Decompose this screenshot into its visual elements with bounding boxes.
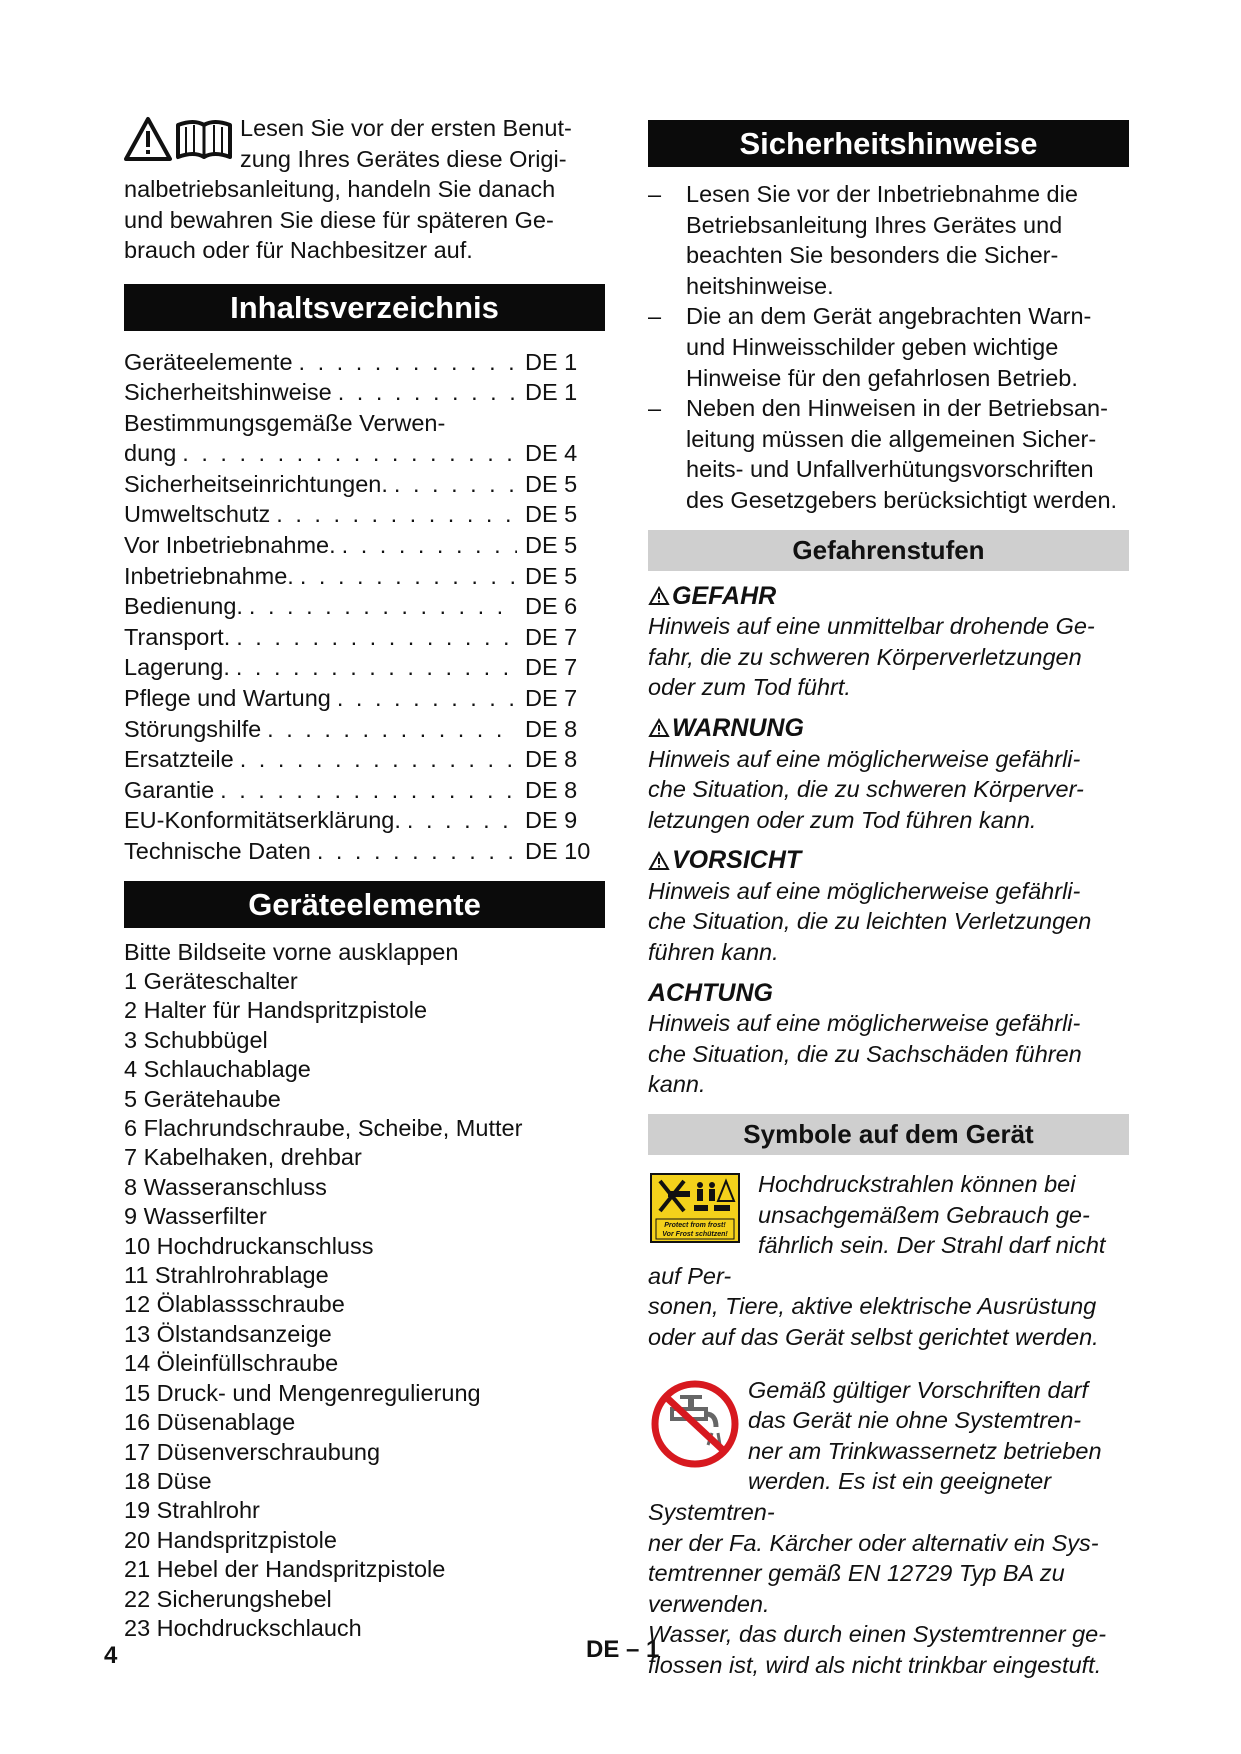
intro-line: Lesen Sie vor der ersten Benut- [240,115,572,141]
toc-leader-dots [230,652,517,683]
symbol-text-line: flossen ist, wird als nicht trinkbar eingestuft. [648,1651,1102,1678]
page-number: 4 [104,1642,118,1669]
list-item: 21 Hebel der Handspritzpistole [124,1556,446,1583]
symbol-text-line: das Gerät nie ohne Systemtren- [748,1407,1082,1434]
danger-level-text: fahr, die zu schweren Körperverletzungen [648,643,1082,670]
list-item: 5 Gerätehaube [124,1085,281,1112]
no-drinking-water-connection-icon [650,1379,740,1469]
toc-entry [124,347,605,378]
toc-entry [124,805,605,836]
symbol-text-line: fährlich sein. Der Strahl darf nicht auf Per- [648,1232,1106,1289]
toc-leader-dots [331,683,517,714]
toc-entry-title: Ersatzteile [124,746,234,773]
symbol-text-line: oder auf das Gerät selbst gerichtet werden. [648,1324,1099,1350]
toc-leader-dots [270,499,517,530]
danger-level-name: ACHTUNG [648,978,773,1007]
symbols-heading: Symbole auf dem Gerät [648,1114,1129,1155]
list-item: 1 Geräteschalter [124,968,298,994]
toc-entry [124,499,605,530]
list-item: 22 Sicherungshebel [124,1585,332,1612]
danger-level-name: WARNUNG [672,713,804,742]
toc-entry-page: DE 5 [525,501,578,528]
toc-entry [124,836,605,867]
intro-line: und bewahren Sie diese für späteren Ge- [124,206,554,233]
toc-leader-dots [294,561,517,592]
label-text-2: Vor Frost schützen! [662,1231,728,1239]
warning-manual-icon [124,113,236,165]
toc-entry-page: DE 7 [525,685,578,712]
list-item: 3 Schubbügel [124,1026,268,1053]
toc-leader-dots [234,744,517,775]
toc-heading: Inhaltsverzeichnis [124,284,605,331]
safety-item-line: beachten Sie besonders die Sicher- [686,242,1059,269]
list-item: 16 Düsenablage [124,1409,296,1436]
toc-leader-dots [176,438,517,469]
left-column [124,113,605,1643]
toc-entry-page: DE 5 [525,532,578,559]
toc-entry-page: DE 8 [525,715,578,742]
danger-level-text: Hinweis auf eine möglicherweise gefährli- [648,745,1081,772]
toc-entry-title: Pflege und Wartung [124,685,331,712]
intro-icons [124,113,236,165]
danger-level-label [648,713,1129,744]
symbol-text-line: temtrenner gemäß EN 12729 Typ BA zu [648,1560,1065,1587]
toc-entry [124,377,605,408]
danger-level-vorsicht [648,845,1129,967]
list-item: 20 Handspritzpistole [124,1526,337,1553]
safety-item-line: Betriebsanleitung Ihres Gerätes und [686,211,1063,238]
parts-intro: Bitte Bildseite vorne ausklappen [124,938,459,965]
toc-entry-title: Bedienung. [124,593,243,620]
safety-item-line: – Die an dem Gerät angebrachten Warn- [686,303,1092,330]
toc-entry-title: Sicherheitseinrichtungen. [124,470,388,497]
toc-entry-title: Garantie [124,776,215,803]
danger-level-text: che Situation, die zu Sachschäden führen [648,1040,1082,1067]
danger-level-label [648,845,1129,876]
toc-leader-dots [230,622,517,653]
toc-entry-page: DE 5 [525,562,578,589]
toc-entry-page: DE 7 [525,654,578,681]
toc-entry [124,744,605,775]
safety-item-line: heitshinweise. [686,272,834,299]
list-item: 10 Hochdruckanschluss [124,1232,374,1259]
safety-list [648,179,1129,516]
toc-entry-page: DE 7 [525,623,578,650]
symbol-text-line: werden. Es ist ein geeigneter Systemtren- [648,1468,1052,1525]
danger-level-text: Hinweis auf eine möglicherweise gefährli- [648,1010,1081,1037]
danger-level-gefahr [648,581,1129,703]
danger-level-warnung [648,713,1129,835]
toc-entry-title: Technische Daten [124,838,311,864]
toc-entry-page: DE 1 [525,379,578,406]
safety-item-line: – Neben den Hinweisen in der Betriebsan- [686,395,1108,422]
toc-entry-title: Bestimmungsgemäße Verwen- [124,409,446,436]
safety-item-line: – Lesen Sie vor der Inbetriebnahme die [686,181,1078,207]
list-item: 4 Schlauchablage [124,1056,311,1083]
symbol-text-line: unsachgemäßem Gebrauch ge- [758,1201,1090,1228]
toc-entry [124,683,605,714]
toc-entry-page: DE 9 [525,807,578,834]
danger-level-text: letzungen oder zum Tod führen kann. [648,806,1037,833]
list-item: 9 Wasserfilter [124,1203,267,1230]
symbol-text-line: sonen, Tiere, aktive elektrische Ausrüstung [648,1293,1097,1320]
toc-entry [124,622,605,653]
toc-entry-title: Geräteelemente [124,348,293,375]
list-item: 12 Ölablassschraube [124,1291,345,1318]
safety-item-line: leitung müssen die allgemeinen Sicher- [686,425,1097,452]
toc-entry-title: Lagerung. [124,654,230,681]
danger-level-label [648,581,1129,612]
toc-entry [124,469,605,500]
toc-entry-page: DE 4 [525,440,578,467]
toc-entry [124,561,605,592]
danger-level-text: che Situation, die zu schweren Körperver- [648,776,1084,803]
toc-entry-title: Transport. [124,623,231,650]
toc-leader-dots [214,775,517,806]
toc-leader-dots [332,377,517,408]
warning-triangle-icon [648,718,670,738]
symbol-text-line: ner der Fa. Kärcher oder alternativ ein Sys- [648,1529,1099,1556]
toc-leader-dots [401,805,517,836]
toc-entry-page: DE 1 [525,348,578,375]
list-item: 14 Öleinfüllschraube [124,1350,339,1377]
danger-level-label [648,978,1129,1009]
danger-level-name: GEFAHR [672,581,777,610]
toc-leader-dots [293,347,517,378]
toc-entry [124,775,605,806]
intro-line: nalbetriebsanleitung, handeln Sie danach [124,176,556,202]
section-page-label: DE – 1 [586,1636,660,1663]
toc-entry-title: Störungshilfe [124,715,262,742]
warning-triangle-icon [648,851,670,871]
warning-triangle-icon [648,586,670,606]
danger-level-achtung [648,978,1129,1100]
safety-item-line: heits- und Unfallverhütungsvorschriften [686,456,1094,483]
safety-heading: Sicherheitshinweise [648,120,1129,167]
danger-level-name: VORSICHT [672,846,802,875]
safety-item-line: des Gesetzgebers berücksichtigt werden. [686,486,1118,513]
toc-entry-title: EU-Konformitätserklärung. [124,807,401,834]
intro-block [124,113,605,266]
list-item: 8 Wasseranschluss [124,1173,327,1200]
levels-list [648,581,1129,1101]
toc-entry [124,652,605,683]
safety-item [648,301,1129,393]
toc-entry-title: Vor Inbetriebnahme. [124,532,336,559]
symbol-block-high-pressure [648,1169,1129,1353]
list-item: 2 Halter für Handspritzpistole [124,997,428,1024]
toc-list [124,347,605,867]
list-item: 7 Kabelhaken, drehbar [124,1144,362,1171]
list-item: 19 Strahlrohr [124,1497,260,1524]
list-item: 23 Hochdruckschlauch [124,1614,362,1641]
intro-line: brauch oder für Nachbesitzer auf. [124,237,473,263]
symbol-text-line: Wasser, das durch einen Systemtrenner ge- [648,1621,1107,1648]
intro-line: zung Ihres Gerätes diese Origi- [240,145,567,172]
danger-level-text: führen kann. [648,939,779,966]
symbol-text-line: ner am Trinkwassernetz betrieben [748,1437,1102,1464]
high-pressure-warning-label [650,1173,740,1243]
toc-leader-dots [261,714,517,745]
toc-leader-dots [311,836,517,867]
danger-level-text: Hinweis auf eine unmittelbar drohende Ge- [648,613,1095,640]
toc-leader-dots [336,530,517,561]
danger-level-text: Hinweis auf eine möglicherweise gefährli- [648,877,1081,904]
toc-entry [124,530,605,561]
symbol-text-line: Hochdruckstrahlen können bei [758,1171,1076,1198]
toc-entry-title: Inbetriebnahme. [124,562,294,589]
list-item: 13 Ölstandsanzeige [124,1320,332,1347]
safety-item [648,179,1129,301]
danger-level-text: oder zum Tod führt. [648,674,851,701]
danger-level-text: che Situation, die zu leichten Verletzungen [648,908,1092,935]
label-text-1: Protect from frost! [664,1222,726,1230]
symbol-text-line: Gemäß gültiger Vorschriften darf [748,1376,1089,1403]
list-item: 18 Düse [124,1467,212,1494]
toc-leader-dots [243,591,517,622]
toc-entry-page: DE 6 [525,593,578,620]
toc-entry-title: Sicherheitshinweise [124,379,332,406]
right-column [648,120,1129,1681]
toc-entry [124,714,605,745]
toc-entry-title: Umweltschutz [124,501,271,528]
parts-list [124,938,605,1644]
toc-entry-page: DE 5 [525,470,578,497]
levels-heading: Gefahrenstufen [648,530,1129,571]
symbol-text-line: verwenden. [648,1590,770,1617]
parts-heading: Geräteelemente [124,881,605,928]
list-item: 11 Strahlrohrablage [124,1262,329,1289]
list-item: 6 Flachrundschraube, Scheibe, Mutter [124,1115,523,1142]
list-item: 15 Druck- und Mengenregulierung [124,1379,481,1406]
list-item: 17 Düsenverschraubung [124,1438,381,1465]
toc-entry-page: DE 8 [525,776,578,803]
toc-entry [124,438,605,469]
toc-entry-page: DE 8 [525,746,578,773]
toc-entry [124,591,605,622]
toc-entry-page: DE 10 [525,838,591,864]
toc-entry-title: dung [124,440,177,467]
safety-item-line: Hinweise für den gefahrlosen Betrieb. [686,364,1078,391]
symbol-block-no-tap [648,1375,1129,1681]
safety-item-line: und Hinweisschilder geben wichtige [686,333,1059,360]
danger-level-text: kann. [648,1071,706,1098]
toc-leader-dots [388,469,517,500]
safety-item [648,393,1129,515]
